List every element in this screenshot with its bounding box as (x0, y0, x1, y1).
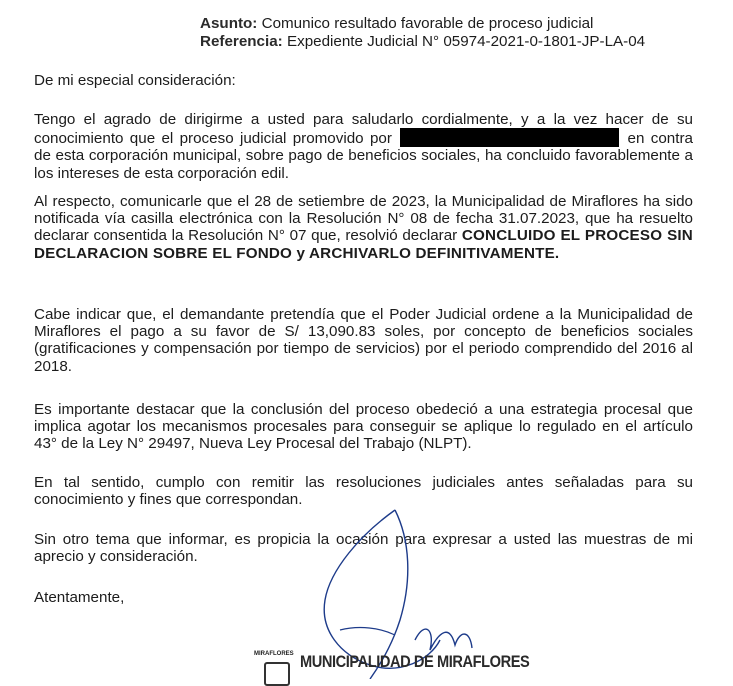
closing: Atentamente, (34, 589, 125, 606)
paragraph-2-bold: CONCLUIDO EL PROCESO SIN DECLARACION SOBRE EL FONDO y ARCHIVARLO DEFINITIVAMENTE. (34, 227, 693, 262)
subject-line (200, 15, 645, 33)
seal-emblem-icon (264, 662, 290, 686)
municipal-seal (250, 650, 300, 679)
redaction-bar (400, 128, 619, 147)
reference-text: Expediente Judicial N° 05974-2021-0-1801-JP-LA-04 (286, 33, 646, 50)
handwritten-signature (300, 480, 520, 679)
subject-text: Comunico resultado favorable de proceso judicial (261, 15, 594, 32)
paragraph-3: Cabe indicar que, el demandante pretendía que el Poder Judicial ordene a la Municipalidad de Miraflores el pago a su favor de S/ 13,090.83 soles, por concepto de beneficios sociales (gratificaciones y compensación por tiempo de servicios) por el periodo comprendido del 2016 al 2018. (34, 306, 693, 375)
subject-label: Asunto: (200, 15, 258, 32)
paragraph-1-end: en contra de esta corporación municipal, sobre pago de beneficios sociales, ha concluido favorablemente a los intereses de esta corporación edil. (34, 130, 693, 182)
paragraph-5: En tal sentido, cumplo con remitir las resoluciones judiciales antes señaladas para su conocimiento y fines que correspondan. (34, 474, 693, 509)
reference-label: Referencia: (200, 33, 283, 50)
paragraph-2 (34, 193, 693, 262)
paragraph-6: Sin otro tema que informar, es propicia la ocasión para expresar a usted las muestras de mi aprecio y consideración. (34, 531, 693, 566)
paragraph-1-start: Tengo el agrado de dirigirme a usted para saludarlo cordialmente, y a la vez hacer de su conocimiento que el proceso judicial promovido por (34, 111, 693, 148)
paragraph-4: Es importante destacar que la conclusión del proceso obedeció a una estrategia procesal que implica agotar los mecanismos procesales para conseguir se aplique lo regulado en el artículo 43° de la Ley N° 29497, Nueva Ley Procesal del Trabajo (NLPT). (34, 401, 693, 453)
paragraph-1 (34, 111, 693, 182)
signature-stroke-4 (340, 628, 395, 635)
subject-block (200, 15, 645, 51)
signature-stroke-3 (415, 629, 472, 650)
greeting: De mi especial consideración: (34, 72, 236, 89)
seal-label: MIRAFLORES (254, 651, 294, 657)
municipality-stamp: MUNICIPALIDAD DE MIRAFLORES (300, 652, 530, 671)
paragraph-2-text: Al respecto, comunicarle que el 28 de setiembre de 2023, la Municipalidad de Miraflores ha sido notificada vía casilla electrónica con la Resolución N° 08 de fecha 31.07.2023, que ha resuelto declarar consentida la Resolución N° 07 que, resolvió declarar (34, 193, 693, 245)
reference-line (200, 33, 645, 51)
